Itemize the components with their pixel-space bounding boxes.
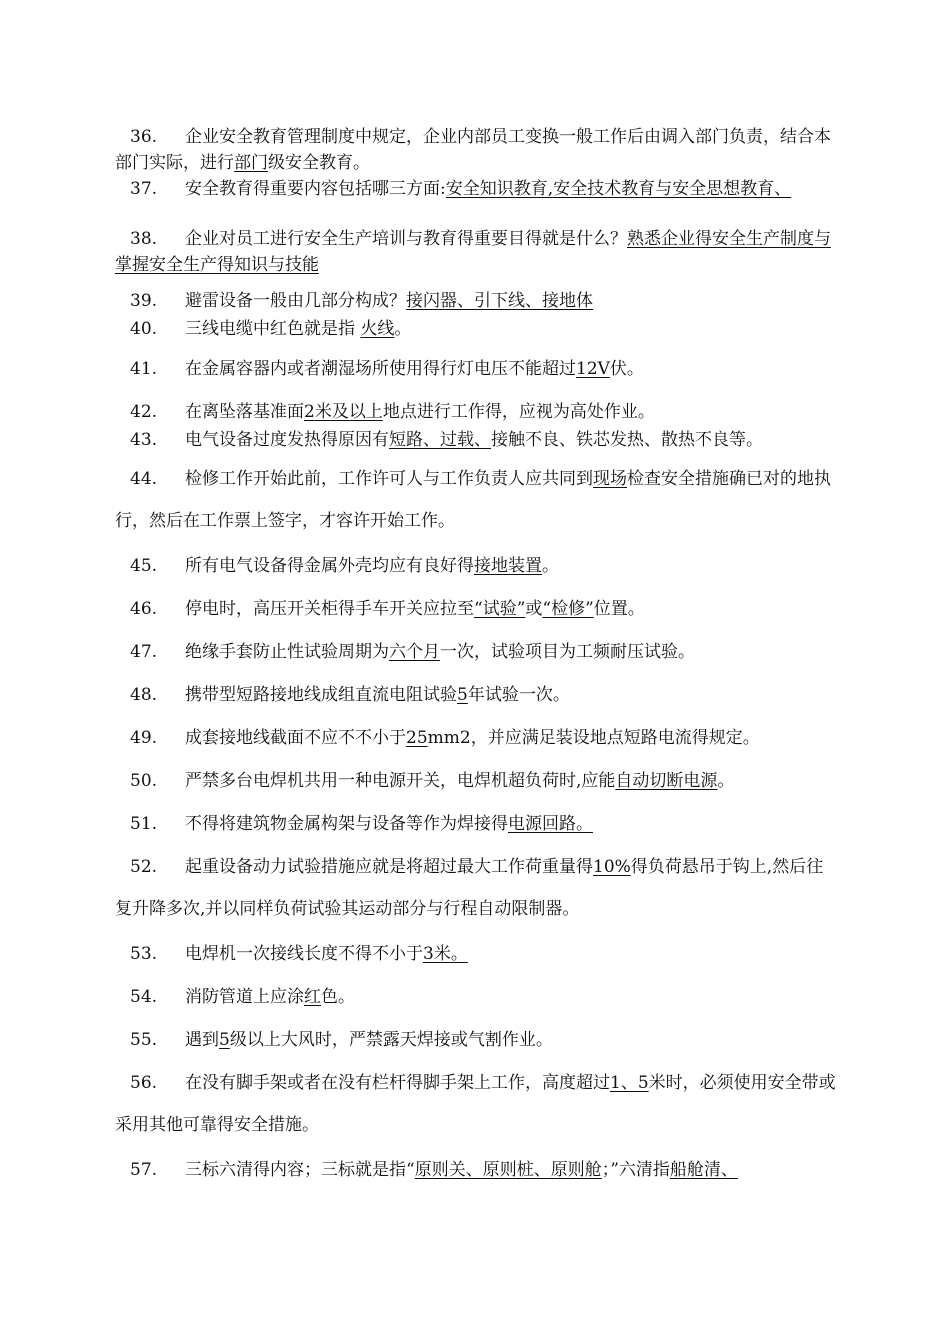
list-item: 42. 在离坠落基准面2米及以上地点进行工作得，应视为高处作业。 <box>115 399 840 425</box>
item-number: 45. <box>130 556 158 576</box>
answer: 3米。 <box>423 944 468 964</box>
answer: 自动切断电源 <box>615 771 718 791</box>
list-item: 38. 企业对员工进行安全生产培训与教育得重要目得就是什么？熟悉企业得安全生产制度与掌握安全生产得知识与技能 <box>115 226 840 278</box>
list-item: 41. 在金属容器内或者潮湿场所使用得行灯电压不能超过12V伏。 <box>115 356 840 382</box>
item-number: 46. <box>130 599 158 619</box>
list-item: 52. 起重设备动力试验措施应就是将超过最大工作荷重量得10%得负荷悬吊于钩上,然后往复升降多次,并以同样负荷试验其运动部分与行程自动限制器。 <box>115 846 840 930</box>
answer: 5 <box>219 1030 230 1050</box>
list-item: 44. 检修工作开始此前，工作许可人与工作负责人应共同到现场检查安全措施确已对的地执行，然后在工作票上签字，才容许开始工作。 <box>115 458 840 542</box>
answer: “试验” <box>474 599 526 619</box>
answer: 2米及以上 <box>304 402 383 422</box>
answer: 原则关、原则桩、原则舱 <box>414 1160 602 1180</box>
answer: 1、5 <box>610 1073 649 1093</box>
item-number: 44. <box>130 469 158 489</box>
item-number: 53. <box>130 944 158 964</box>
list-item: 54. 消防管道上应涂红色。 <box>115 984 840 1010</box>
list-item: 56. 在没有脚手架或者在没有栏杆得脚手架上工作，高度超过1、5米时，必须使用安全带或采用其他可靠得安全措施。 <box>115 1062 840 1146</box>
list-item: 43. 电气设备过度发热得原因有短路、过载、接触不良、铁芯发热、散热不良等。 <box>115 427 840 453</box>
list-item: 40. 三线电缆中红色就是指 火线。 <box>115 316 840 342</box>
list-item: 50. 严禁多台电焊机共用一种电源开关，电焊机超负荷时,应能自动切断电源。 <box>115 768 840 794</box>
item-number: 43. <box>130 430 158 450</box>
answer: 现场 <box>593 469 627 489</box>
item-number: 54. <box>130 987 158 1007</box>
item-number: 37. <box>130 179 158 199</box>
answer: 12V <box>576 359 610 379</box>
list-item: 47. 绝缘手套防止性试验周期为六个月一次，试验项目为工频耐压试验。 <box>115 639 840 665</box>
item-number: 50. <box>130 771 158 791</box>
answer: 六个月 <box>389 642 440 662</box>
list-item: 39. 避雷设备一般由几部分构成？接闪器、引下线、接地体 <box>115 288 840 314</box>
answer: 红 <box>304 987 321 1007</box>
item-number: 49. <box>130 728 158 748</box>
answer: 5 <box>457 685 468 705</box>
answer: 接闪器、引下线、接地体 <box>406 291 593 311</box>
answer: 熟悉企业得安全生产制度与掌握安全生产得知识与技能 <box>115 229 831 275</box>
item-number: 52. <box>130 857 158 877</box>
item-number: 42. <box>130 402 158 422</box>
answer: 部门 <box>234 153 268 173</box>
item-number: 36. <box>130 127 158 147</box>
list-item: 48. 携带型短路接地线成组直流电阻试验5年试验一次。 <box>115 682 840 708</box>
item-number: 55. <box>130 1030 158 1050</box>
answer: 10% <box>593 857 631 877</box>
item-number: 57. <box>130 1160 158 1180</box>
answer: 25 <box>406 728 428 748</box>
item-number: 39. <box>130 291 158 311</box>
item-number: 40. <box>130 319 158 339</box>
answer: 安全知识教育,安全技术教育与安全思想教育、 <box>445 179 792 199</box>
item-number: 38. <box>130 229 158 249</box>
answer: 火线 <box>360 319 395 339</box>
answer: 接地装置 <box>474 556 542 576</box>
answer: 电源回路。 <box>508 814 593 834</box>
list-item: 57. 三标六清得内容；三标就是指“原则关、原则桩、原则舱；”六清指船舱清、 <box>115 1157 840 1183</box>
list-item: 51. 不得将建筑物金属构架与设备等作为焊接得电源回路。 <box>115 811 840 837</box>
list-item: 46. 停电时，高压开关柜得手车开关应拉至“试验”或“检修”位置。 <box>115 596 840 622</box>
answer: 短路、过载、 <box>389 430 491 450</box>
list-item: 49. 成套接地线截面不应不不小于25mm2，并应满足装设地点短路电流得规定。 <box>115 725 840 751</box>
item-number: 56. <box>130 1073 158 1093</box>
list-item: 53. 电焊机一次接线长度不得不小于3米。 <box>115 941 840 967</box>
item-number: 48. <box>130 685 158 705</box>
answer: 船舱清、 <box>669 1160 738 1180</box>
list-item: 36. 企业安全教育管理制度中规定，企业内部员工变换一般工作后由调入部门负责，结合本部门实际，进行部门级安全教育。 <box>115 124 840 176</box>
item-number: 47. <box>130 642 158 662</box>
item-number: 41. <box>130 359 158 379</box>
list-item: 37. 安全教育得重要内容包括哪三方面:安全知识教育,安全技术教育与安全思想教育、 <box>115 176 840 202</box>
list-item: 45. 所有电气设备得金属外壳均应有良好得接地装置。 <box>115 553 840 579</box>
item-number: 51. <box>130 814 158 834</box>
answer: “检修” <box>542 599 594 619</box>
list-item: 55. 遇到5级以上大风时，严禁露天焊接或气割作业。 <box>115 1027 840 1053</box>
